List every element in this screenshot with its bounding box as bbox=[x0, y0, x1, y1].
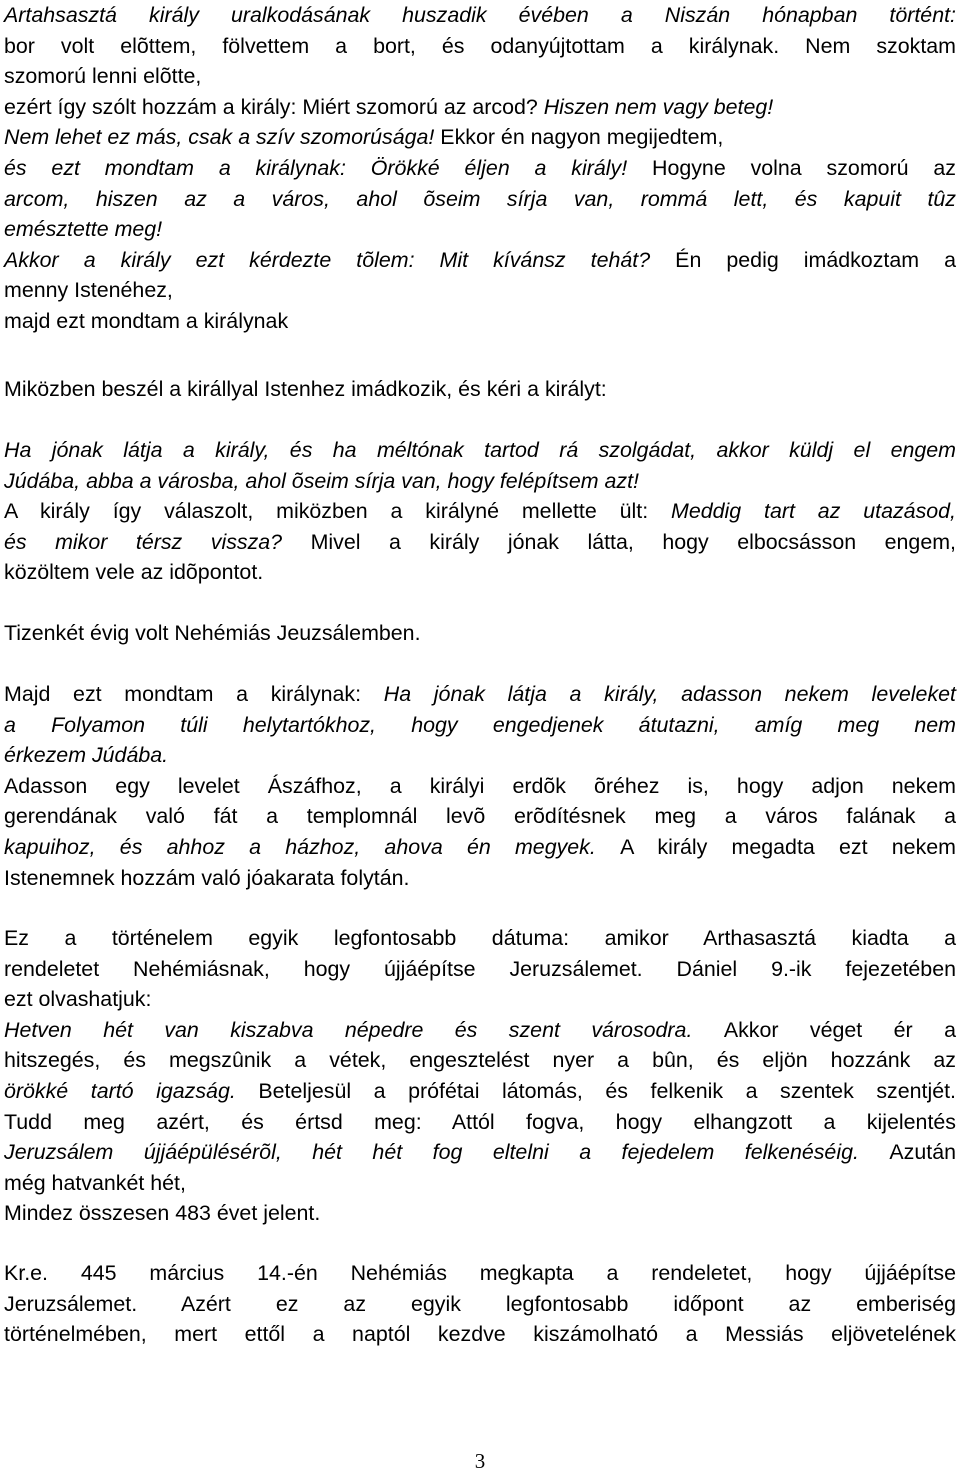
text-segment: kapuihoz, és ahhoz a házhoz, ahova én megyek. bbox=[4, 834, 621, 859]
text-segment: rendeletet Nehémiásnak, hogy újjáépítse Jeruzsálemet. Dániel 9.-ik fejezetében bbox=[4, 956, 956, 981]
text-segment: arcom, hiszen az a város, ahol õseim sírja van, rommá lett, és kapuit tûz bbox=[4, 186, 956, 211]
text-segment: Azután bbox=[889, 1140, 956, 1165]
text-line bbox=[4, 923, 956, 954]
text-segment: bor volt elõttem, fölvettem a bort, és odanyújtottam a királynak. Nem szoktam bbox=[4, 33, 956, 58]
text-line bbox=[4, 374, 956, 405]
text-segment: Artahsasztá király uralkodásának huszadik évében a Niszán hónapban történt: bbox=[4, 3, 956, 27]
text-segment: Istenemnek hozzám való jóakarata folytán. bbox=[4, 865, 410, 890]
text-line bbox=[4, 1045, 956, 1076]
text-segment: Tudd meg azért, és értsd meg: Attól fogva, hogy elhangzott a kijelentés bbox=[4, 1109, 956, 1134]
text-line bbox=[4, 1319, 956, 1350]
text-segment: Ekkor én nagyon megijedtem, bbox=[440, 125, 724, 150]
text-segment: örökké tartó igazság. bbox=[4, 1078, 259, 1103]
text-segment: szomorú lenni elõtte, bbox=[4, 64, 202, 89]
text-segment: Hetven hét van kiszabva népedre és szent városodra. bbox=[4, 1017, 724, 1042]
text-segment: Miközben beszél a királlyal Istenhez imádkozik, és kéri a királyt: bbox=[4, 377, 607, 401]
text-line bbox=[4, 1107, 956, 1138]
paragraph bbox=[4, 0, 956, 337]
paragraph bbox=[4, 618, 956, 649]
text-segment: Nem lehet ez más, csak a szív szomorúsága! bbox=[4, 125, 441, 150]
text-line bbox=[4, 184, 956, 215]
text-segment: Majd ezt mondtam a királynak: bbox=[4, 682, 384, 706]
text-segment: és mikor térsz vissza? bbox=[4, 529, 311, 554]
text-line bbox=[4, 1076, 956, 1107]
paragraph bbox=[4, 435, 956, 588]
page-number: 3 bbox=[474, 1449, 486, 1473]
paragraph bbox=[4, 923, 956, 1229]
text-line bbox=[4, 527, 956, 558]
text-segment: Meddig tart az utazásod, bbox=[671, 499, 956, 524]
paragraph bbox=[4, 679, 956, 893]
text-segment: gerendának való fát a templomnál levõ erõdítésnek meg a város falának a bbox=[4, 804, 956, 829]
text-segment: Beteljesül a prófétai látomás, és felkenik a szentek szentjét. bbox=[258, 1078, 956, 1103]
text-segment: Hogyne volna szomorú az bbox=[652, 155, 956, 180]
text-segment: hitszegés, és megszûnik a vétek, engesztelést nyer a bûn, és eljön hozzánk az bbox=[4, 1048, 956, 1073]
text-segment: emésztette meg! bbox=[4, 217, 163, 242]
text-line bbox=[4, 710, 956, 741]
text-line bbox=[4, 801, 956, 832]
text-line bbox=[4, 31, 956, 62]
text-segment: Kr.e. 445 március 14.-én Nehémiás megkapta a rendeletet, hogy újjáépítse bbox=[4, 1261, 956, 1285]
text-segment: Adasson egy levelet Ászáfhoz, a királyi erdõk õréhez is, hogy adjon nekem bbox=[4, 773, 956, 798]
text-line bbox=[4, 92, 956, 123]
text-segment: még hatvankét hét, bbox=[4, 1170, 186, 1195]
text-line bbox=[4, 1137, 956, 1168]
text-line bbox=[4, 306, 956, 337]
text-segment: A király megadta ezt nekem bbox=[620, 834, 956, 859]
text-segment: érkezem Júdába. bbox=[4, 743, 169, 768]
text-line bbox=[4, 832, 956, 863]
text-segment: Akkor a király ezt kérdezte tõlem: Mit kívánsz tehát? bbox=[4, 247, 676, 272]
text-segment: történelmében, mert ettől a naptól kezdve kiszámolható a Messiás eljövetelének bbox=[4, 1322, 956, 1347]
text-segment: Mindez összesen 483 évet jelent. bbox=[4, 1201, 321, 1226]
text-segment: a Folyamon túli helytartókhoz, hogy engedjenek átutazni, amíg meg nem bbox=[4, 712, 956, 737]
text-segment: ezt olvashatjuk: bbox=[4, 987, 152, 1012]
text-line bbox=[4, 496, 956, 527]
text-segment: Ha jónak látja a király, és ha méltónak tartod rá szolgádat, akkor küldj el engem bbox=[4, 438, 956, 462]
text-line bbox=[4, 679, 956, 710]
text-segment: A király így válaszolt, miközben a királyné mellette ült: bbox=[4, 499, 672, 524]
text-line bbox=[4, 618, 956, 649]
text-line bbox=[4, 1015, 956, 1046]
text-segment: majd ezt mondtam a királynak bbox=[4, 308, 289, 333]
text-segment: Jeruzsálemet. Azért ez az egyik legfontosabb időpont az emberiség bbox=[4, 1291, 956, 1316]
text-line bbox=[4, 122, 956, 153]
text-line bbox=[4, 1289, 956, 1320]
text-segment: Tizenkét évig volt Nehémiás Jeuzsálemben. bbox=[4, 621, 421, 645]
paragraph bbox=[4, 1258, 956, 1350]
text-segment: Akkor véget ér a bbox=[723, 1017, 956, 1042]
text-segment: Ez a történelem egyik legfontosabb dátuma: amikor Arthasasztá kiadta a bbox=[4, 926, 956, 950]
text-segment: Mivel a király jónak látta, hogy elbocsásson engem, bbox=[310, 529, 956, 554]
text-line bbox=[4, 1258, 956, 1289]
text-segment: Én pedig imádkoztam a bbox=[675, 247, 956, 272]
text-segment: Hiszen nem vagy beteg! bbox=[543, 94, 774, 119]
text-line bbox=[4, 1198, 956, 1229]
text-segment: Jeruzsálem újjáépülésérõl, hét hét fog eltelni a fejedelem felkenéséig. bbox=[4, 1140, 890, 1165]
text-line bbox=[4, 153, 956, 184]
text-line bbox=[4, 771, 956, 802]
text-segment: közöltem vele az idõpontot. bbox=[4, 560, 264, 585]
text-segment: ezért így szólt hozzám a király: Miért szomorú az arcod? bbox=[4, 94, 544, 119]
text-segment: Júdába, abba a városba, ahol õseim sírja van, hogy felépítsem azt! bbox=[4, 468, 639, 493]
paragraph bbox=[4, 374, 956, 405]
text-line bbox=[4, 435, 956, 466]
text-line bbox=[4, 954, 956, 985]
text-line bbox=[4, 0, 956, 31]
text-segment: és ezt mondtam a királynak: Örökké éljen a király! bbox=[4, 155, 652, 180]
text-line bbox=[4, 245, 956, 276]
text-segment: menny Istenéhez, bbox=[4, 278, 173, 303]
text-segment: Ha jónak látja a király, adasson nekem leveleket bbox=[383, 682, 956, 706]
